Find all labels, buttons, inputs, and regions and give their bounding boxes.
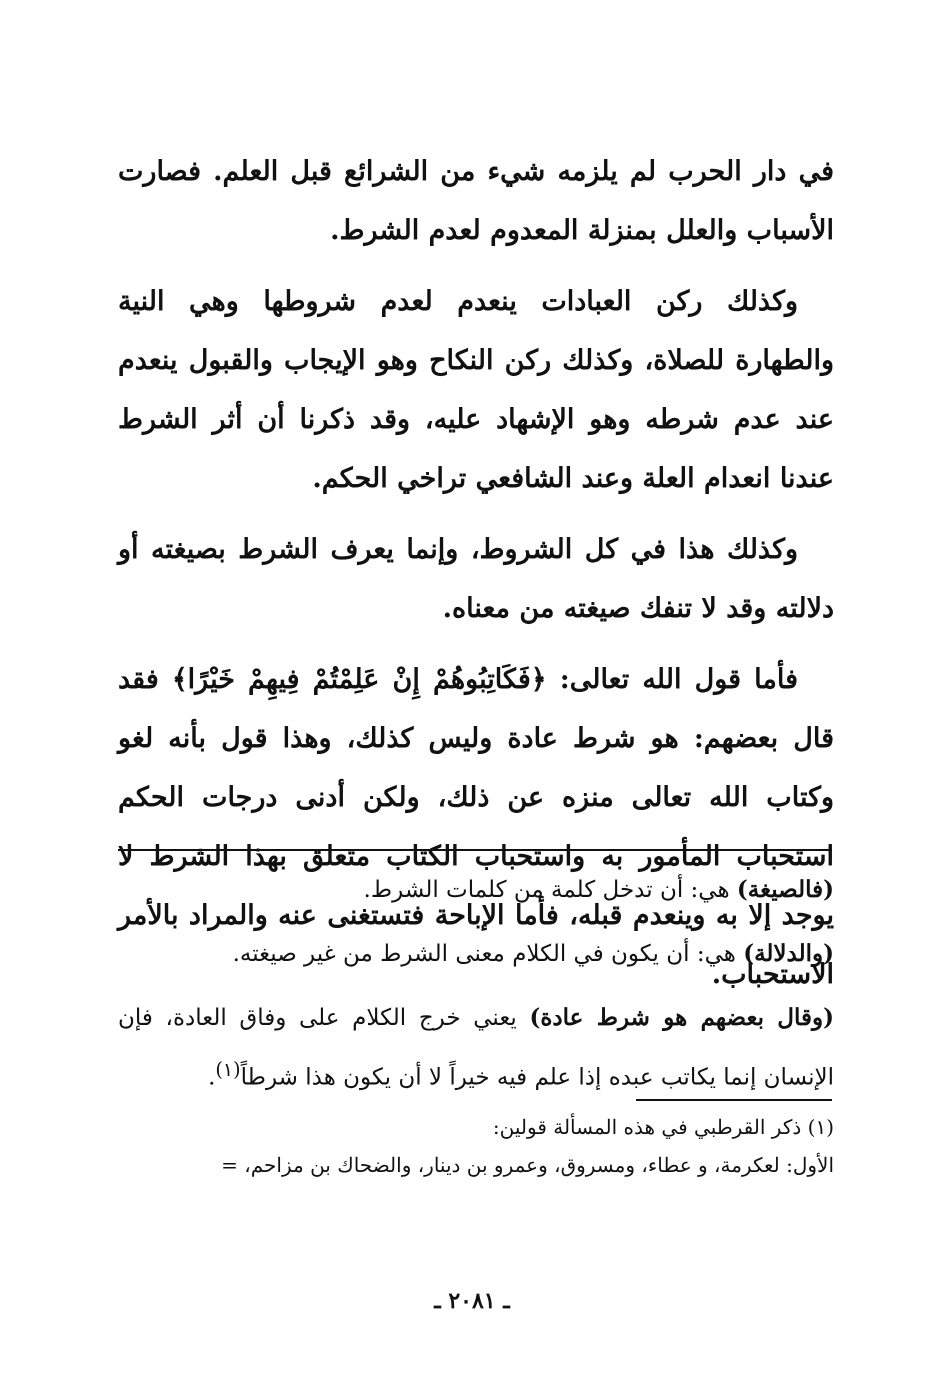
commentary-term: (والدلالة) xyxy=(743,940,834,967)
page-number: ـ ٢٠٨١ ـ xyxy=(434,1288,510,1314)
commentary-item-ada xyxy=(118,992,834,1104)
paragraph-4-body: فقد قال بعضهم: هو شرط عادة وليس كذلك، وهذا قول بأنه لغو وكتاب الله تعالى منزه عن ذلك، ولكن أدنى درجات الحكم استحباب المأمور به واستحباب الكتاب متعلق بهذا الشرط لا يوجد إلا به وينعدم قبله، فأما الإباحة فتستغنى عنه والمراد بالأمر الاستحباب. xyxy=(118,664,834,990)
quran-verse: ﴿فَكَاتِبُوهُمْ إِنْ عَلِمْتُمْ فِيهِمْ خَيْرًا﴾ xyxy=(171,664,547,695)
commentary-end: . xyxy=(208,1064,216,1091)
commentary-term: (وقال بعضهم هو شرط عادة) xyxy=(529,1004,835,1031)
main-paragraph-1: في دار الحرب لم يلزمه شيء من الشرائع قبل العلم. فصارت الأسباب والعلل بمنزلة المعدوم لعدم الشرط. xyxy=(118,156,834,246)
footnote-line: (١) ذكر القرطبي في هذه المسألة قولين: xyxy=(492,1115,834,1139)
main-paragraph-3: وكذلك هذا في كل الشروط، وإنما يعرف الشرط بصيغته أو دلالته وقد لا تنفك صيغته من معناه. xyxy=(118,534,834,624)
footnote-reference: (١) xyxy=(215,1058,241,1081)
commentary-term: (فالصيغة) xyxy=(736,876,834,903)
commentary-text: هي: أن يكون في الكلام معنى الشرط من غير صيغته. xyxy=(232,941,744,967)
commentary-section xyxy=(118,864,834,1116)
commentary-text: يعني خرج الكلام على وفاق العادة، فإن الإنسان إنما يكاتب عبده إذا علم فيه خيراً لا أن يكون هذا شرطاً xyxy=(118,1005,834,1091)
footnote-line: الأول: لعكرمة، و عطاء، ومسروق، وعمرو بن دينار، والضحاك بن مزاحم، = xyxy=(221,1153,834,1177)
paragraph-4-intro: فأما قول الله تعالى: xyxy=(546,664,798,695)
main-paragraph-2: وكذلك ركن العبادات ينعدم لعدم شروطها وهي النية والطهارة للصلاة، وكذلك ركن النكاح وهو الإيجاب والقبول ينعدم عند عدم شرطه وهو الإشهاد عليه، وقد ذكرنا أن أثر الشرط عندنا انعدام العلة وعند الشافعي تراخي الحكم. xyxy=(118,286,834,494)
footnote-divider xyxy=(636,1099,832,1101)
commentary-item-dalala xyxy=(118,928,834,980)
footnotes xyxy=(118,1108,834,1184)
commentary-divider xyxy=(118,849,832,851)
commentary-item-sigha xyxy=(118,864,834,916)
commentary-text: هي: أن تدخل كلمة من كلمات الشرط. xyxy=(363,877,737,903)
